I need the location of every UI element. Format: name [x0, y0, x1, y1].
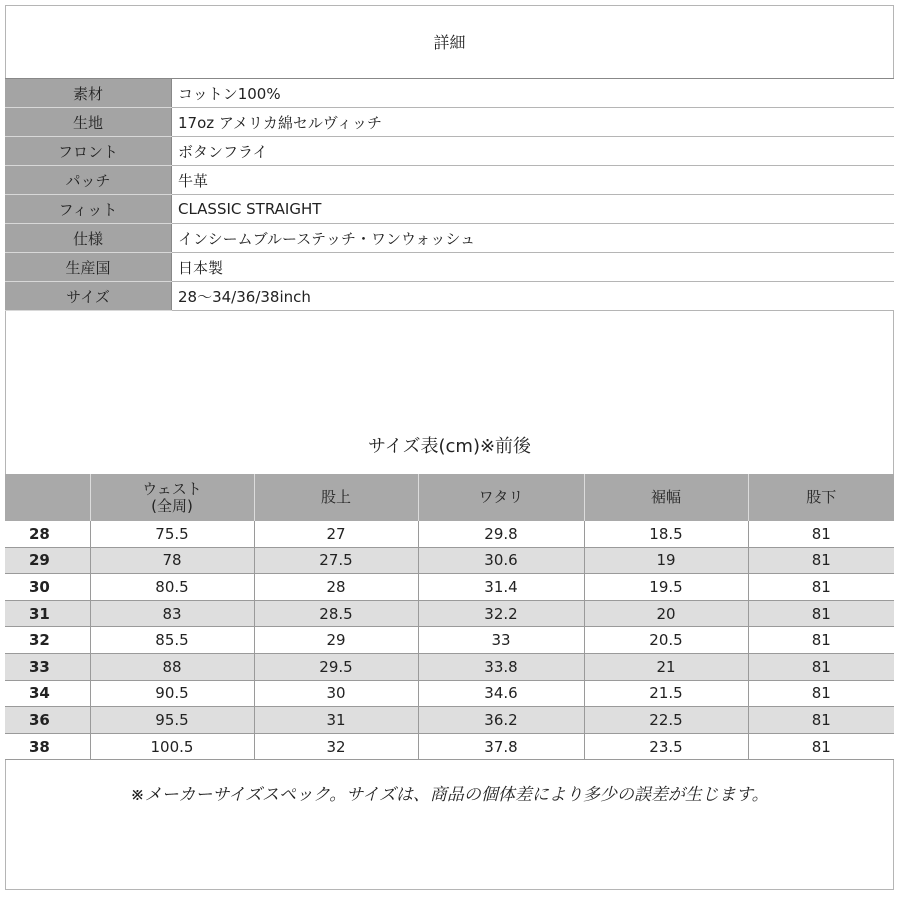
size-table-row: [5, 653, 894, 680]
details-row: [5, 137, 894, 166]
size-table-row: [5, 574, 894, 601]
details-value: ボタンフライ: [172, 137, 895, 166]
size-value-cell: 21.5: [584, 680, 748, 707]
details-row: [5, 79, 894, 108]
size-value-cell: 81: [748, 547, 894, 574]
size-header-cell: ウェスト (全周): [90, 474, 254, 521]
size-value-cell: 81: [748, 627, 894, 654]
size-header-cell: [5, 474, 90, 521]
size-value-cell: 22.5: [584, 707, 748, 734]
size-table-row: [5, 600, 894, 627]
size-value-cell: 33.8: [418, 653, 584, 680]
details-value: コットン100%: [172, 79, 895, 108]
size-table-row: [5, 521, 894, 547]
size-value-cell: 19.5: [584, 574, 748, 601]
details-label: フロント: [5, 137, 172, 166]
details-table: [5, 79, 894, 311]
size-value-cell: 83: [90, 600, 254, 627]
details-label: 生地: [5, 108, 172, 137]
size-value-cell: 88: [90, 653, 254, 680]
size-label-cell: 28: [5, 521, 90, 547]
size-value-cell: 37.8: [418, 733, 584, 760]
size-table-row: [5, 547, 894, 574]
size-label-cell: 36: [5, 707, 90, 734]
size-header-cell: 股下: [748, 474, 894, 521]
size-value-cell: 33: [418, 627, 584, 654]
size-value-cell: 78: [90, 547, 254, 574]
size-value-cell: 19: [584, 547, 748, 574]
size-value-cell: 28.5: [254, 600, 418, 627]
size-value-cell: 27.5: [254, 547, 418, 574]
size-value-cell: 32: [254, 733, 418, 760]
details-label: フィット: [5, 195, 172, 224]
size-value-cell: 85.5: [90, 627, 254, 654]
size-value-cell: 30.6: [418, 547, 584, 574]
size-label-cell: 34: [5, 680, 90, 707]
details-title: 詳細: [5, 5, 894, 79]
size-header-cell: 裾幅: [584, 474, 748, 521]
size-table-row: [5, 733, 894, 760]
details-label: 素材: [5, 79, 172, 108]
details-value: 17oz アメリカ綿セルヴィッチ: [172, 108, 895, 137]
details-row: [5, 195, 894, 224]
size-value-cell: 81: [748, 707, 894, 734]
size-value-cell: 81: [748, 680, 894, 707]
size-label-cell: 32: [5, 627, 90, 654]
size-value-cell: 18.5: [584, 521, 748, 547]
size-value-cell: 20.5: [584, 627, 748, 654]
size-value-cell: 32.2: [418, 600, 584, 627]
size-value-cell: 81: [748, 653, 894, 680]
details-label: サイズ: [5, 282, 172, 311]
size-table-row: [5, 707, 894, 734]
size-table-title: サイズ表(cm)※前後: [367, 436, 532, 457]
size-value-cell: 81: [748, 733, 894, 760]
size-value-cell: 34.6: [418, 680, 584, 707]
size-value-cell: 30: [254, 680, 418, 707]
size-value-cell: 31.4: [418, 574, 584, 601]
size-value-cell: 80.5: [90, 574, 254, 601]
details-row: [5, 166, 894, 195]
size-label-cell: 33: [5, 653, 90, 680]
size-value-cell: 95.5: [90, 707, 254, 734]
details-value: インシームブルーステッチ・ワンウォッシュ: [172, 224, 895, 253]
size-value-cell: 28: [254, 574, 418, 601]
size-table-header-row: [5, 474, 894, 521]
size-table-row: [5, 680, 894, 707]
size-value-cell: 29.5: [254, 653, 418, 680]
size-value-cell: 90.5: [90, 680, 254, 707]
size-label-cell: 38: [5, 733, 90, 760]
size-label-cell: 31: [5, 600, 90, 627]
size-label-cell: 30: [5, 574, 90, 601]
size-value-cell: 21: [584, 653, 748, 680]
details-value: CLASSIC STRAIGHT: [172, 195, 895, 224]
details-row: [5, 108, 894, 137]
details-row: [5, 253, 894, 282]
size-value-cell: 81: [748, 521, 894, 547]
details-value: 日本製: [172, 253, 895, 282]
size-header-cell: ワタリ: [418, 474, 584, 521]
details-label: パッチ: [5, 166, 172, 195]
details-value: 牛革: [172, 166, 895, 195]
details-label: 仕様: [5, 224, 172, 253]
size-value-cell: 36.2: [418, 707, 584, 734]
size-value-cell: 100.5: [90, 733, 254, 760]
size-label-cell: 29: [5, 547, 90, 574]
details-label: 生産国: [5, 253, 172, 282]
size-table-row: [5, 627, 894, 654]
details-row: [5, 282, 894, 311]
size-table: [5, 474, 894, 760]
size-value-cell: 20: [584, 600, 748, 627]
size-value-cell: 29.8: [418, 521, 584, 547]
size-note: ※メーカーサイズスペック。サイズは、商品の個体差により多少の誤差が生じます。: [130, 785, 769, 805]
size-value-cell: 23.5: [584, 733, 748, 760]
size-value-cell: 31: [254, 707, 418, 734]
details-value: 28〜34/36/38inch: [172, 282, 895, 311]
size-value-cell: 81: [748, 574, 894, 601]
details-row: [5, 224, 894, 253]
size-header-cell: 股上: [254, 474, 418, 521]
size-value-cell: 29: [254, 627, 418, 654]
size-value-cell: 75.5: [90, 521, 254, 547]
size-value-cell: 27: [254, 521, 418, 547]
size-value-cell: 81: [748, 600, 894, 627]
